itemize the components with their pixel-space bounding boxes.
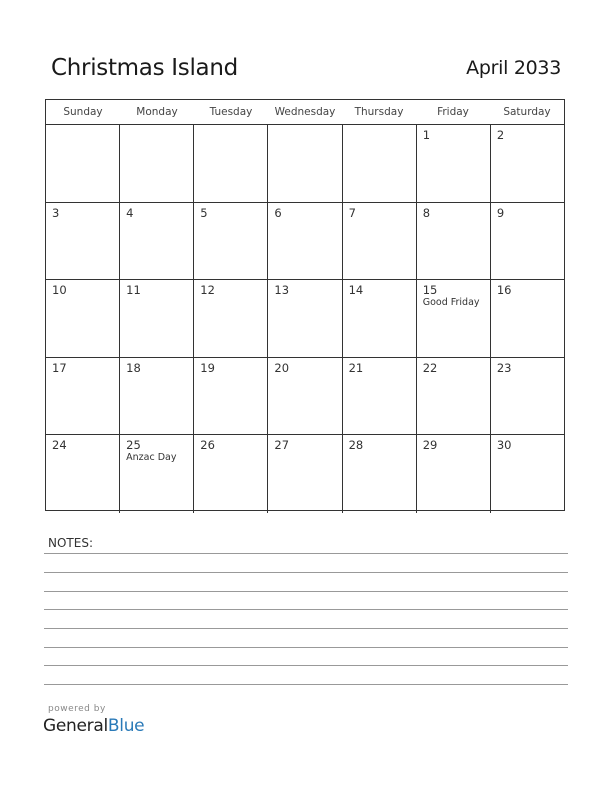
day-cell	[120, 280, 194, 357]
week-row	[46, 358, 564, 436]
day-cell	[417, 435, 491, 513]
day-number: 18	[126, 360, 141, 375]
day-cell	[120, 435, 194, 513]
weekday-thursday: Thursday	[354, 106, 404, 118]
weekday-friday: Friday	[437, 106, 469, 118]
day-cell	[268, 280, 342, 357]
day-number: 15	[422, 283, 438, 297]
day-number: 24	[52, 438, 67, 452]
powered-by-text: powered by	[48, 704, 106, 714]
note-line	[44, 665, 568, 666]
day-number: 16	[496, 283, 512, 297]
week-row	[46, 435, 564, 513]
day-cell	[194, 203, 268, 280]
week-row	[46, 280, 564, 358]
day-number: 30	[496, 438, 512, 452]
day-cell	[194, 125, 268, 202]
note-line	[44, 572, 568, 573]
weekday-tuesday: Tuesday	[209, 106, 253, 118]
day-cell	[491, 203, 564, 280]
day-number: 21	[348, 360, 364, 375]
day-cell	[268, 125, 342, 202]
day-cell	[417, 203, 491, 280]
day-cell	[491, 435, 564, 513]
day-cell	[194, 280, 268, 357]
day-cell	[491, 358, 564, 435]
day-number: 17	[52, 360, 67, 375]
day-number: 6	[274, 205, 282, 220]
day-cell	[343, 203, 417, 280]
day-number: 28	[348, 438, 364, 452]
day-number: 2	[496, 128, 505, 142]
day-number: 20	[274, 360, 290, 375]
day-cell	[343, 435, 417, 513]
day-cell	[46, 203, 120, 280]
weekday-header-row	[46, 100, 564, 125]
day-cell	[343, 358, 417, 435]
day-cell	[120, 125, 194, 202]
weekday-wednesday: Wednesday	[274, 106, 336, 118]
day-number: 10	[52, 283, 67, 297]
day-number: 12	[200, 283, 215, 297]
day-cell	[46, 435, 120, 513]
day-cell	[268, 435, 342, 513]
note-line	[44, 684, 568, 685]
day-cell	[194, 435, 268, 513]
day-number: 14	[348, 283, 364, 297]
notes-label: NOTES:	[48, 536, 93, 550]
day-cell	[343, 125, 417, 202]
day-cell	[120, 203, 194, 280]
day-number: 23	[496, 360, 512, 375]
day-number: 19	[200, 360, 215, 375]
day-number: 11	[126, 283, 141, 297]
brand-blue: Blue	[107, 716, 145, 736]
brand-general: General	[43, 716, 108, 736]
week-row	[46, 203, 564, 281]
day-number: 5	[200, 205, 208, 220]
day-cell	[417, 358, 491, 435]
day-cell	[46, 358, 120, 435]
day-number: 27	[274, 438, 290, 452]
day-cell	[268, 203, 342, 280]
day-cell	[417, 280, 491, 357]
day-number: 25	[126, 438, 141, 452]
calendar-title: Christmas Island	[51, 55, 238, 81]
note-line	[44, 628, 568, 629]
day-cell	[343, 280, 417, 357]
day-cell	[120, 358, 194, 435]
day-number: 26	[200, 438, 215, 452]
holiday-label: Good Friday	[422, 297, 480, 308]
brand-logo[interactable]	[43, 716, 144, 736]
note-line	[44, 609, 568, 610]
day-cell	[491, 125, 564, 202]
weekday-monday: Monday	[136, 106, 178, 118]
day-number: 9	[496, 205, 505, 220]
day-number: 3	[52, 205, 60, 220]
note-line	[44, 647, 568, 648]
day-number: 29	[422, 438, 438, 452]
day-number: 4	[126, 205, 134, 220]
note-line	[44, 591, 568, 592]
day-number: 22	[422, 360, 438, 375]
day-number: 1	[422, 128, 431, 142]
day-cell	[194, 358, 268, 435]
day-cell	[417, 125, 491, 202]
day-number: 13	[274, 283, 290, 297]
note-line	[44, 553, 568, 554]
holiday-label: Anzac Day	[126, 452, 177, 463]
day-cell	[46, 280, 120, 357]
calendar-month: April 2033	[466, 57, 561, 79]
day-cell	[268, 358, 342, 435]
calendar-grid	[45, 99, 565, 511]
week-row	[46, 125, 564, 203]
weekday-sunday: Sunday	[63, 106, 103, 118]
day-number: 8	[422, 205, 431, 220]
day-cell	[46, 125, 120, 202]
day-cell	[491, 280, 564, 357]
day-number: 7	[348, 205, 356, 220]
weekday-saturday: Saturday	[503, 106, 551, 118]
